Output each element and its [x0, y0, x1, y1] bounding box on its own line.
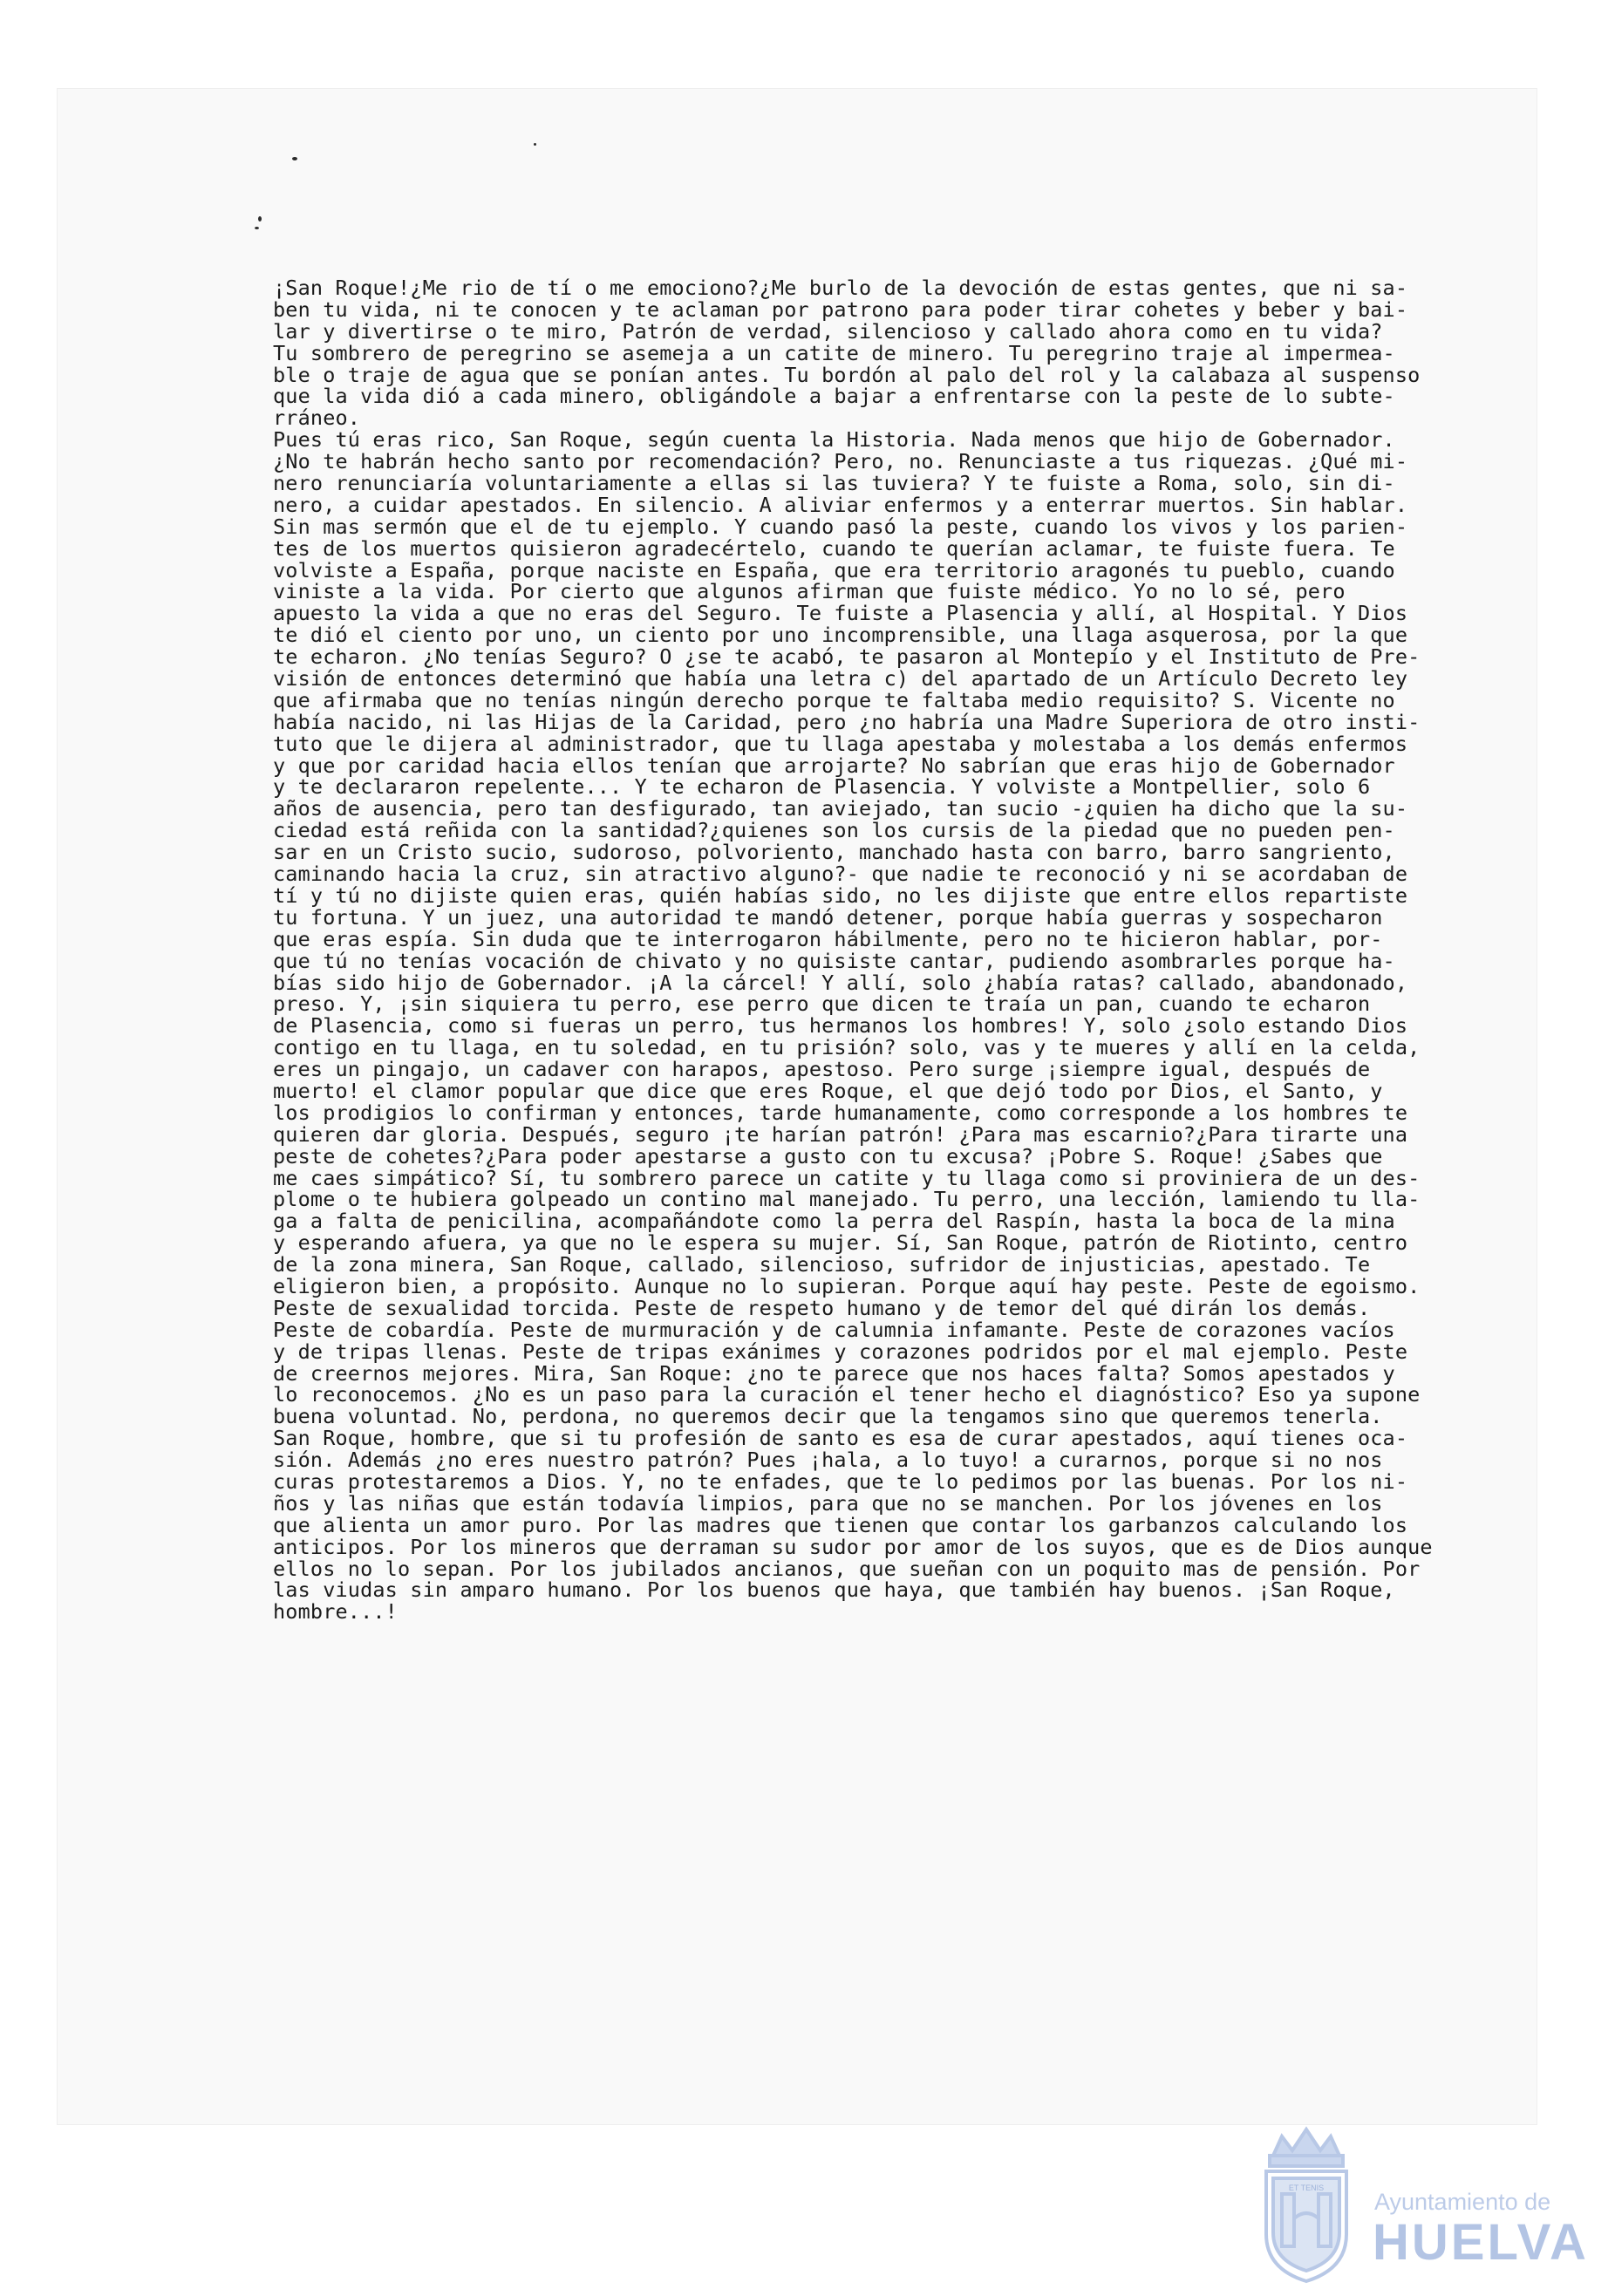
ayuntamiento-watermark — [1254, 2121, 1589, 2286]
text-line: bías sido hijo de Gobernador. ¡A la cárcel! Y allí, solo ¿había ratas? callado, abandonado, — [273, 970, 1408, 995]
text-line: anticipos. Por los mineros que derraman su sudor por amor de los suyos, que es de Dios aunque — [273, 1534, 1433, 1559]
text-line: tuto que le dijera al administrador, que tu llaga apestaba y molestaba a los demás enfermos — [273, 731, 1408, 756]
text-line: nero, a cuidar apestados. En silencio. A aliviar enfermos y a enterrar muertos. Sin hablar. — [273, 492, 1408, 517]
text-line: tí y tú no dijiste quien eras, quién habías sido, no les dijiste que entre ellos repartiste — [273, 882, 1408, 908]
text-line: ble o traje de agua que se ponían antes. Tu bordón al palo del rol y la calabaza al suspenso — [273, 362, 1421, 387]
text-line: caminando hacia la cruz, sin atractivo alguno?- que nadie te reconoció y ni se acordaban de — [273, 862, 1408, 887]
text-line: buena voluntad. No, perdona, no queremos decir que la tengamos sino que queremos tenerla. — [273, 1404, 1383, 1429]
text-line: preso. Y, ¡sin siquiera tu perro, ese perro que dicen te traía un pan, cuando te echaron — [273, 991, 1371, 1017]
text-line: ciedad está reñida con la santidad?¿quienes son los cursis de la piedad que no pueden pen- — [273, 818, 1395, 843]
speck — [292, 157, 297, 160]
text-line: hombre...! — [273, 1599, 398, 1625]
text-line: te echaron. ¿No tenías Seguro? O ¿se te acabó, te pasaron al Montepío y el Instituto de Pre- — [273, 644, 1421, 670]
text-line: quieren dar gloria. Después, seguro ¡te harían patrón! ¿Para mas escarnio?¿Para tirarte una — [273, 1121, 1408, 1147]
text-line: muerto! el clamor popular que dice que eres Roque, el que dejó todo por Dios, el Santo, y — [273, 1078, 1383, 1103]
text-line: peste de cohetes?¿Para poder apestarse a gusto con tu excusa? ¡Pobre S. Roque! ¿Sabes que — [273, 1143, 1383, 1168]
text-line: ga a falta de penicilina, acompañándote como la perra del Raspín, hasta la boca de la mina — [273, 1209, 1395, 1234]
text-line: tes de los muertos quisieron agradecértelo, cuando te querían aclamar, te fuiste fuera. Te — [273, 535, 1395, 561]
text-line: ¿No te habrán hecho santo por recomendación? Pero, no. Renunciaste a tus riquezas. ¿Qué mi- — [273, 449, 1408, 474]
text-line: y esperando afuera, ya que no le espera su mujer. Sí, San Roque, patrón de Riotinto, centro — [273, 1230, 1408, 1256]
text-line: sar en un Cristo sucio, sudoroso, polvoriento, manchado hasta con barro, barro sangriento, — [273, 840, 1395, 865]
text-line: que tú no tenías vocación de chivato y no quisiste cantar, pudiendo asombrarles porque ha- — [273, 948, 1395, 973]
text-line: San Roque, hombre, que si tu profesión de santo es esa de curar apestados, aquí tienes oca- — [273, 1426, 1408, 1451]
text-line: eres un pingajo, un cadaver con harapos, apestoso. Pero surge ¡siempre igual, después de — [273, 1057, 1371, 1082]
text-line: ben tu vida, ni te conocen y te aclaman por patrono para poder tirar cohetes y beber y bai- — [273, 296, 1408, 322]
text-line: de la zona minera, San Roque, callado, silencioso, sufridor de injusticias, apestado. Te — [273, 1252, 1371, 1277]
text-line: plome o te hubiera golpeado un contino mal manejado. Tu perro, una lección, lamiendo tu lla- — [273, 1187, 1421, 1212]
text-line: que eras espía. Sin duda que te interrogaron hábilmente, pero no te hicieron hablar, por- — [273, 926, 1383, 951]
text-line: las viudas sin amparo humano. Por los buenos que haya, que también hay buenos. ¡San Roque, — [273, 1577, 1395, 1603]
text-line: que la vida dió a cada minero, obligándole a bajar a enfrentarse con la peste de lo subte- — [273, 384, 1395, 409]
text-line: Peste de sexualidad torcida. Peste de respeto humano y de temor del qué dirán los demás. — [273, 1295, 1371, 1320]
text-line: ños y las niñas que están todavía limpios, para que no se manchen. Por los jóvenes en los — [273, 1490, 1383, 1516]
city-crest-icon — [1254, 2121, 1359, 2286]
text-line: eligieron bien, a propósito. Aunque no lo supieran. Porque aquí hay peste. Peste de egoismo. — [273, 1273, 1421, 1298]
text-line: apuesto la vida a que no eras del Seguro. Te fuiste a Plasencia y allí, al Hospital. Y Dios — [273, 601, 1408, 626]
text-line: y de tripas llenas. Peste de tripas exánimes y corazones podridos por el mal ejemplo. Peste — [273, 1339, 1408, 1364]
text-line: y que por caridad hacia ellos tenían que arrojarte? No sabrían que eras hijo de Gobernador — [273, 753, 1395, 778]
text-line: volviste a España, porque naciste en España, que era territorio aragonés tu pueblo, cuando — [273, 557, 1395, 583]
text-line: que alienta un amor puro. Por las madres que tienen que contar los garbanzos calculando los — [273, 1512, 1408, 1537]
crest-motto: ET TENIS — [1288, 2184, 1325, 2192]
text-line: contigo en tu llaga, en tu soledad, en tu prisión? solo, vas y te mueres y allí en la celda, — [273, 1035, 1421, 1060]
speck — [258, 216, 262, 221]
text-line: te dió el ciento por uno, un ciento por uno incomprensible, una llaga asquerosa, por la que — [273, 623, 1408, 648]
text-line: viniste a la vida. Por cierto que algunos afirman que fuiste médico. Yo no lo sé, pero — [273, 579, 1346, 604]
text-line: Sin mas sermón que el de tu ejemplo. Y cuando pasó la peste, cuando los vivos y los parien- — [273, 514, 1408, 539]
text-line: ¡San Roque!¿Me rio de tí o me emociono?¿Me burlo de la devoción de estas gentes, que ni sa- — [273, 276, 1408, 300]
text-line: lar y divertirse o te miro, Patrón de verdad, silencioso y callado ahora como en tu vida? — [273, 318, 1383, 344]
text-line: nero renunciaría voluntariamente a ellas si las tuviera? Y te fuiste a Roma, solo, sin di- — [273, 471, 1395, 496]
text-line: ellos no lo sepan. Por los jubilados ancianos, que sueñan con un poquito mas de pensión. Por — [273, 1556, 1421, 1581]
text-line: tu fortuna. Y un juez, una autoridad te mandó detener, porque había guerras y sospecharon — [273, 904, 1383, 930]
speck — [534, 143, 536, 146]
document-body — [273, 277, 1485, 1623]
text-line: rráneo. — [273, 405, 361, 431]
text-line: lo reconocemos. ¿No es un paso para la curación el tener hecho el diagnóstico? Eso ya supone — [273, 1382, 1421, 1407]
text-line: que afirmaba que no tenías ningún derecho porque te faltaba medio requisito? S. Vicente no — [273, 687, 1395, 712]
watermark-line-1: Ayuntamiento de — [1374, 2189, 1551, 2215]
text-line: Tu sombrero de peregrino se asemeja a un catite de minero. Tu peregrino traje al impermea- — [273, 340, 1395, 365]
text-line: de Plasencia, como si fueras un perro, tus hermanos los hombres! Y, solo ¿solo estando Dios — [273, 1013, 1408, 1039]
text-line: sión. Además ¿no eres nuestro patrón? Pues ¡hala, a lo tuyo! a curarnos, porque si no nos — [273, 1448, 1383, 1473]
text-line: años de ausencia, pero tan desfigurado, tan aviejado, tan sucio -¿quien ha dicho que la su- — [273, 796, 1408, 821]
text-line: visión de entonces determinó que había una letra c) del apartado de un Artículo Decreto ley — [273, 666, 1408, 692]
text-line: me caes simpático? Sí, tu sombrero parece un catite y tu llaga como si proviniera de un des- — [273, 1165, 1421, 1190]
watermark-line-2: HUELVA — [1373, 2214, 1589, 2271]
text-line: curas protestaremos a Dios. Y, no te enfades, que te lo pedimos por las buenas. Por los ni- — [273, 1468, 1408, 1494]
text-line: los prodigios lo confirman y entonces, tarde humanamente, como corresponde a los hombres te — [273, 1100, 1408, 1125]
text-line: y te declararon repelente... Y te echaron de Plasencia. Y volviste a Montpellier, solo 6 — [273, 774, 1371, 800]
text-line: había nacido, ni las Hijas de la Caridad, pero ¿no habría una Madre Superiora de otro insti- — [273, 709, 1421, 734]
text-line: de creernos mejores. Mira, San Roque: ¿no te parece que nos haces falta? Somos apestados y — [273, 1360, 1395, 1386]
text-line: Pues tú eras rico, San Roque, según cuenta la Historia. Nada menos que hijo de Gobernador. — [273, 427, 1395, 453]
speck — [255, 227, 259, 229]
text-line: Peste de cobardía. Peste de murmuración y de calumnia infamante. Peste de corazones vacíos — [273, 1317, 1395, 1342]
